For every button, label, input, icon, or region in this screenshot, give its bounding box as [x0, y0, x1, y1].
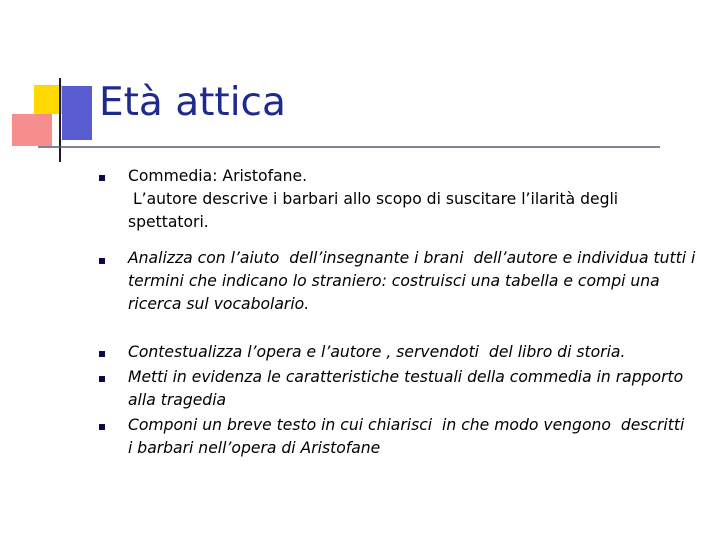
bullet-line: alla tragedia	[128, 391, 227, 409]
square-bullet-icon	[99, 376, 105, 382]
square-bullet-icon	[99, 258, 105, 264]
bullet-line: termini che indicano lo straniero: costruisci una tabella e compi una	[128, 272, 660, 290]
bullet-line: Metti in evidenza le caratteristiche testuali della commedia in rapporto	[128, 368, 684, 386]
bullet-line: ricerca sul vocabolario.	[128, 295, 310, 313]
bullet-item-contestualizza	[128, 341, 706, 364]
bullet-line: L’autore descrive i barbari allo scopo di suscitare l’ilarità degli	[128, 190, 619, 208]
slide-title: Età attica	[99, 80, 286, 125]
bullet-item-analizza	[128, 247, 706, 316]
square-bullet-icon	[99, 351, 105, 357]
bullet-line: Contestualizza l’opera e l’autore , servendoti del libro di storia.	[128, 343, 626, 361]
bullet-item-componi	[128, 414, 706, 460]
bullet-line: i barbari nell’opera di Aristofane	[128, 439, 381, 457]
bullet-line: Componi un breve testo in cui chiarisci in che modo vengono descritti	[128, 416, 685, 434]
bullet-item-metti	[128, 366, 706, 412]
bullet-line: spettatori.	[128, 213, 209, 231]
bullet-line: Analizza con l’aiuto dell’insegnante i brani dell’autore e individua tutti i	[128, 249, 696, 267]
bullet-line: Commedia: Aristofane.	[128, 167, 308, 185]
square-bullet-icon	[99, 424, 105, 430]
square-bullet-icon	[99, 175, 105, 181]
bullet-item-commedia	[128, 165, 706, 234]
